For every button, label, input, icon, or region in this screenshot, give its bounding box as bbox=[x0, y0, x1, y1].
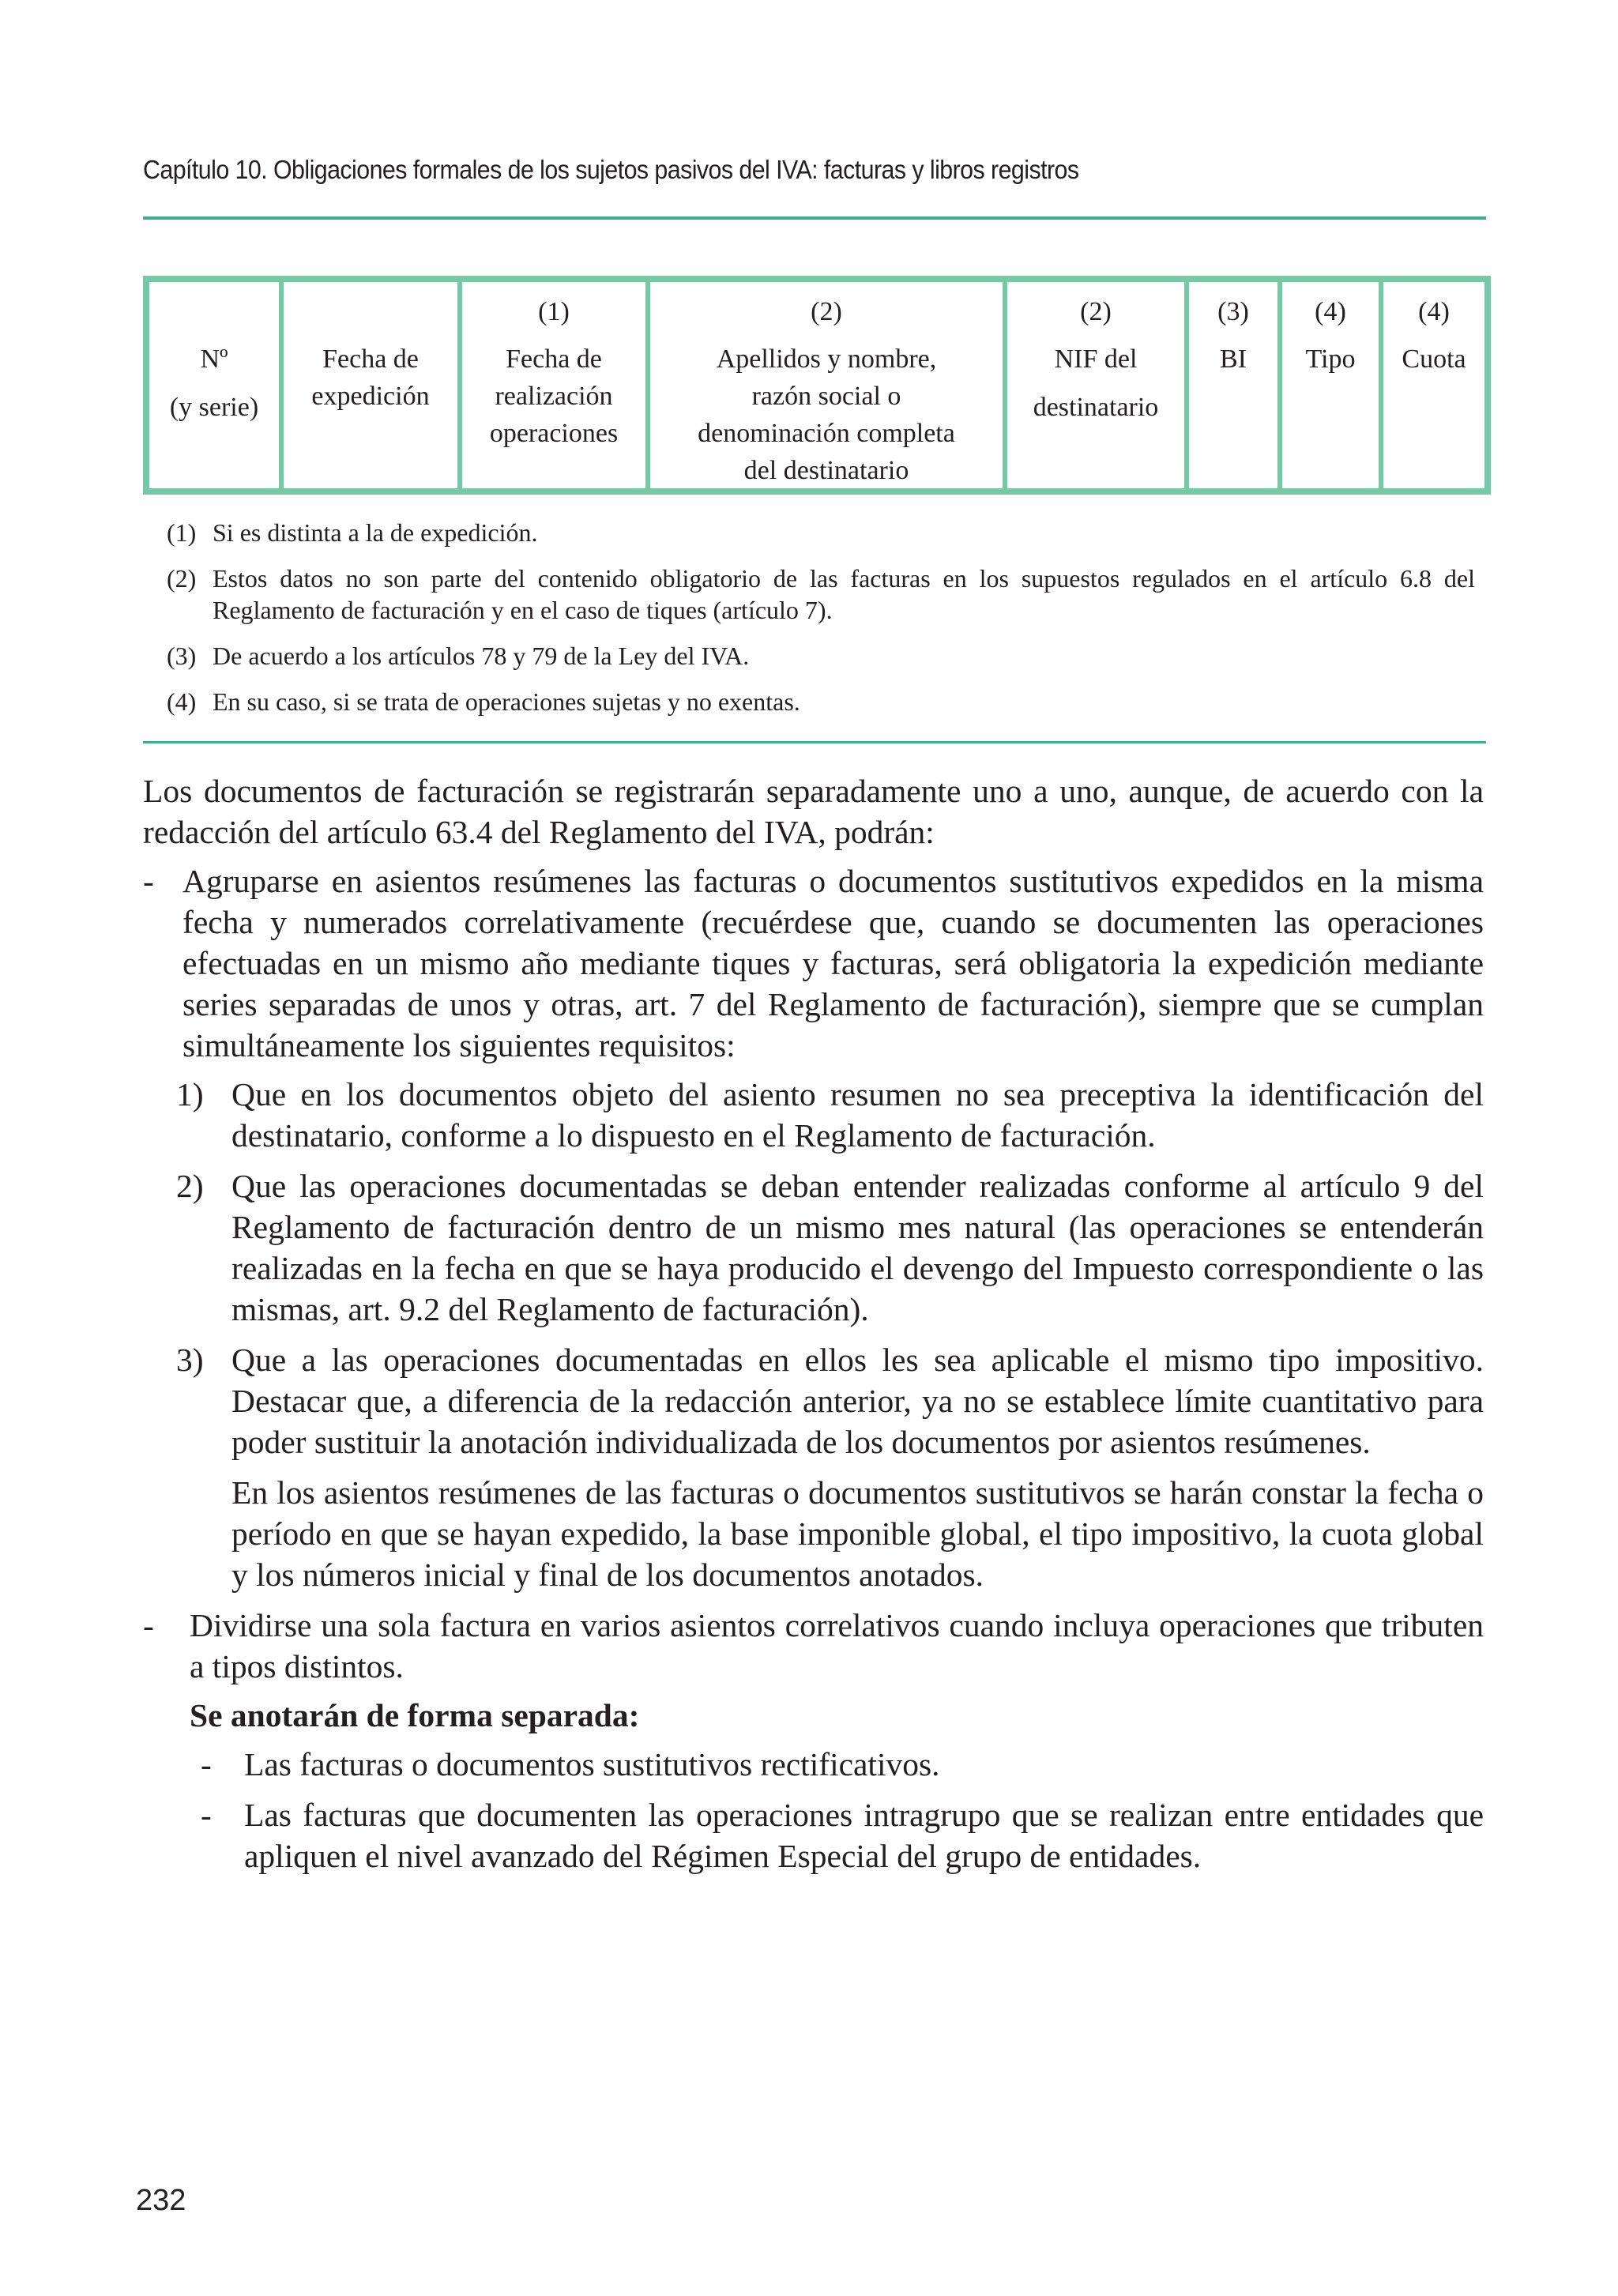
footnote-number: (3) bbox=[167, 642, 197, 670]
table-column-cuota bbox=[1383, 282, 1484, 488]
footnote bbox=[167, 640, 1475, 672]
column-heading-line: Nº bbox=[200, 344, 228, 374]
footnote-text: Si es distinta a la de expedición. bbox=[213, 518, 538, 547]
requirement-number: 1) bbox=[176, 1076, 204, 1112]
footnote-number: (1) bbox=[167, 518, 197, 547]
footnote-text: De acuerdo a los artículos 78 y 79 de la Ley del IVA. bbox=[213, 642, 750, 670]
column-note: (2) bbox=[1080, 297, 1112, 326]
requirement-item bbox=[176, 1074, 1484, 1156]
table-footnotes bbox=[167, 517, 1475, 732]
column-heading bbox=[462, 341, 645, 452]
table-column-numero bbox=[149, 282, 284, 488]
header-rule bbox=[143, 216, 1486, 220]
column-heading-line: Fecha de bbox=[322, 344, 419, 374]
column-heading bbox=[1383, 341, 1484, 378]
column-heading bbox=[1189, 341, 1277, 378]
footnote bbox=[167, 563, 1475, 626]
column-heading bbox=[1007, 341, 1184, 426]
requirement-item bbox=[176, 1339, 1484, 1462]
body-text bbox=[143, 770, 1484, 1886]
table-column-destinatario bbox=[650, 282, 1007, 488]
list-item bbox=[143, 860, 1484, 1066]
column-heading bbox=[1282, 341, 1379, 378]
requirement-item bbox=[176, 1165, 1484, 1330]
separate-item-text: Las facturas que documenten las operaciones intragrupo que se realizan entre entidades que apliquen el nivel avanzado del Régimen Especial del grupo de entidades. bbox=[244, 1797, 1484, 1874]
column-heading-line: destinatario bbox=[1033, 393, 1159, 422]
register-table bbox=[143, 276, 1491, 495]
dash-marker: - bbox=[143, 1607, 154, 1643]
column-note: (4) bbox=[1315, 297, 1346, 326]
column-heading bbox=[149, 341, 279, 426]
separate-item bbox=[190, 1744, 1484, 1785]
column-heading-line: razón social o bbox=[751, 382, 901, 411]
requirements-list bbox=[143, 1074, 1484, 1595]
column-heading bbox=[284, 341, 457, 415]
list-item-text: Agruparse en asientos resúmenes las facturas o documentos sustitutivos expedidos en la misma fecha y numerados correlativamente (recuérdese que, cuando se documenten las operaciones efectuadas en un mismo año mediante tiques y facturas, será obligatoria la expedición mediante series separadas de unos y otras, art. 7 del Reglamento de facturación), siempre que se cumplan simultáneamente los siguientes requisitos: bbox=[182, 863, 1484, 1063]
footnote-text: Estos datos no son parte del contenido obligatorio de las facturas en los supuestos regulados en el artículo 6.8 del Reglamento de facturación y en el caso de tiques (artículo 7). bbox=[213, 564, 1475, 624]
table-column-fecha-expedicion bbox=[284, 282, 462, 488]
column-note: (2) bbox=[811, 297, 842, 326]
column-heading-line: Apellidos y nombre, bbox=[716, 344, 937, 374]
requirement-text: Que a las operaciones documentadas en ellos les sea aplicable el mismo tipo impositivo. Destacar que, a diferencia de la redacción anterior, ya no se establece límite cuantitativo para poder sustituir la anotación individualizada de los documentos por asientos resúmenes. bbox=[231, 1342, 1484, 1460]
footnote-number: (4) bbox=[167, 687, 197, 716]
page-number: 232 bbox=[136, 2184, 186, 2217]
table-column-fecha-realizacion bbox=[462, 282, 650, 488]
dash-marker: - bbox=[201, 1797, 212, 1833]
list-item bbox=[143, 1605, 1484, 1687]
indent-spacer bbox=[176, 1472, 231, 1595]
column-note: (4) bbox=[1418, 297, 1450, 326]
separate-item bbox=[190, 1794, 1484, 1876]
column-note: (3) bbox=[1217, 297, 1249, 326]
column-heading-line: NIF del bbox=[1054, 344, 1138, 374]
footnotes-rule bbox=[143, 741, 1486, 743]
table-column-nif bbox=[1007, 282, 1189, 488]
intro-paragraph: Los documentos de facturación se registrarán separadamente uno a uno, aunque, de acuerdo con la redacción del artículo 63.4 del Reglamento del IVA, podrán: bbox=[143, 773, 1484, 850]
requirement-number: 3) bbox=[176, 1342, 204, 1378]
list-item-text: Dividirse una sola factura en varios asientos correlativos cuando incluya operaciones que tributen a tipos distintos. bbox=[190, 1607, 1484, 1684]
table-column-bi bbox=[1189, 282, 1282, 488]
column-heading-line: operaciones bbox=[489, 419, 619, 448]
dash-marker: - bbox=[143, 863, 154, 899]
separate-item-text: Las facturas o documentos sustitutivos rectificativos. bbox=[244, 1746, 940, 1782]
column-heading-line: del destinatario bbox=[743, 456, 909, 485]
column-heading bbox=[650, 341, 1003, 489]
requirement-text: Que las operaciones documentadas se deban entender realizadas conforme al artículo 9 del Reglamento de facturación dentro de un mismo mes natural (las operaciones se entenderán realizadas en la fecha en que se haya producido el devengo del Impuesto correspondiente o las mismas, art. 9.2 del Reglamento de facturación). bbox=[231, 1168, 1484, 1327]
summary-paragraph-wrapper bbox=[176, 1472, 1484, 1595]
footnote-text: En su caso, si se trata de operaciones sujetas y no exentas. bbox=[213, 687, 800, 716]
summary-paragraph: En los asientos resúmenes de las facturas o documentos sustitutivos se harán constar la fecha o período en que se hayan expedido, la base imponible global, el tipo impositivo, la cuota global y los números inicial y final de los documentos anotados. bbox=[231, 1474, 1484, 1593]
footnote-number: (2) bbox=[167, 564, 197, 593]
requirement-number: 2) bbox=[176, 1168, 204, 1204]
column-note: (1) bbox=[538, 297, 570, 326]
column-heading-line: (y serie) bbox=[169, 393, 259, 422]
dash-marker: - bbox=[201, 1746, 212, 1782]
footnote bbox=[167, 686, 1475, 717]
table-column-tipo bbox=[1282, 282, 1383, 488]
column-heading-line: Cuota bbox=[1402, 344, 1466, 374]
column-heading-line: Tipo bbox=[1305, 344, 1356, 374]
column-heading-line: Fecha de bbox=[506, 344, 602, 374]
requirement-text: Que en los documentos objeto del asiento resumen no sea preceptiva la identificación del destinatario, conforme a lo dispuesto en el Reglamento de facturación. bbox=[231, 1076, 1484, 1154]
separate-heading: Se anotarán de forma separada: bbox=[190, 1697, 640, 1733]
separate-list bbox=[143, 1744, 1484, 1876]
footnote bbox=[167, 517, 1475, 548]
column-heading-line: expedición bbox=[311, 382, 430, 411]
column-heading-line: BI bbox=[1220, 344, 1247, 374]
column-heading-line: realización bbox=[495, 382, 613, 411]
chapter-header: Capítulo 10. Obligaciones formales de los sujetos pasivos del IVA: facturas y libros registros bbox=[143, 155, 1079, 184]
column-heading-line: denominación completa bbox=[698, 419, 955, 448]
